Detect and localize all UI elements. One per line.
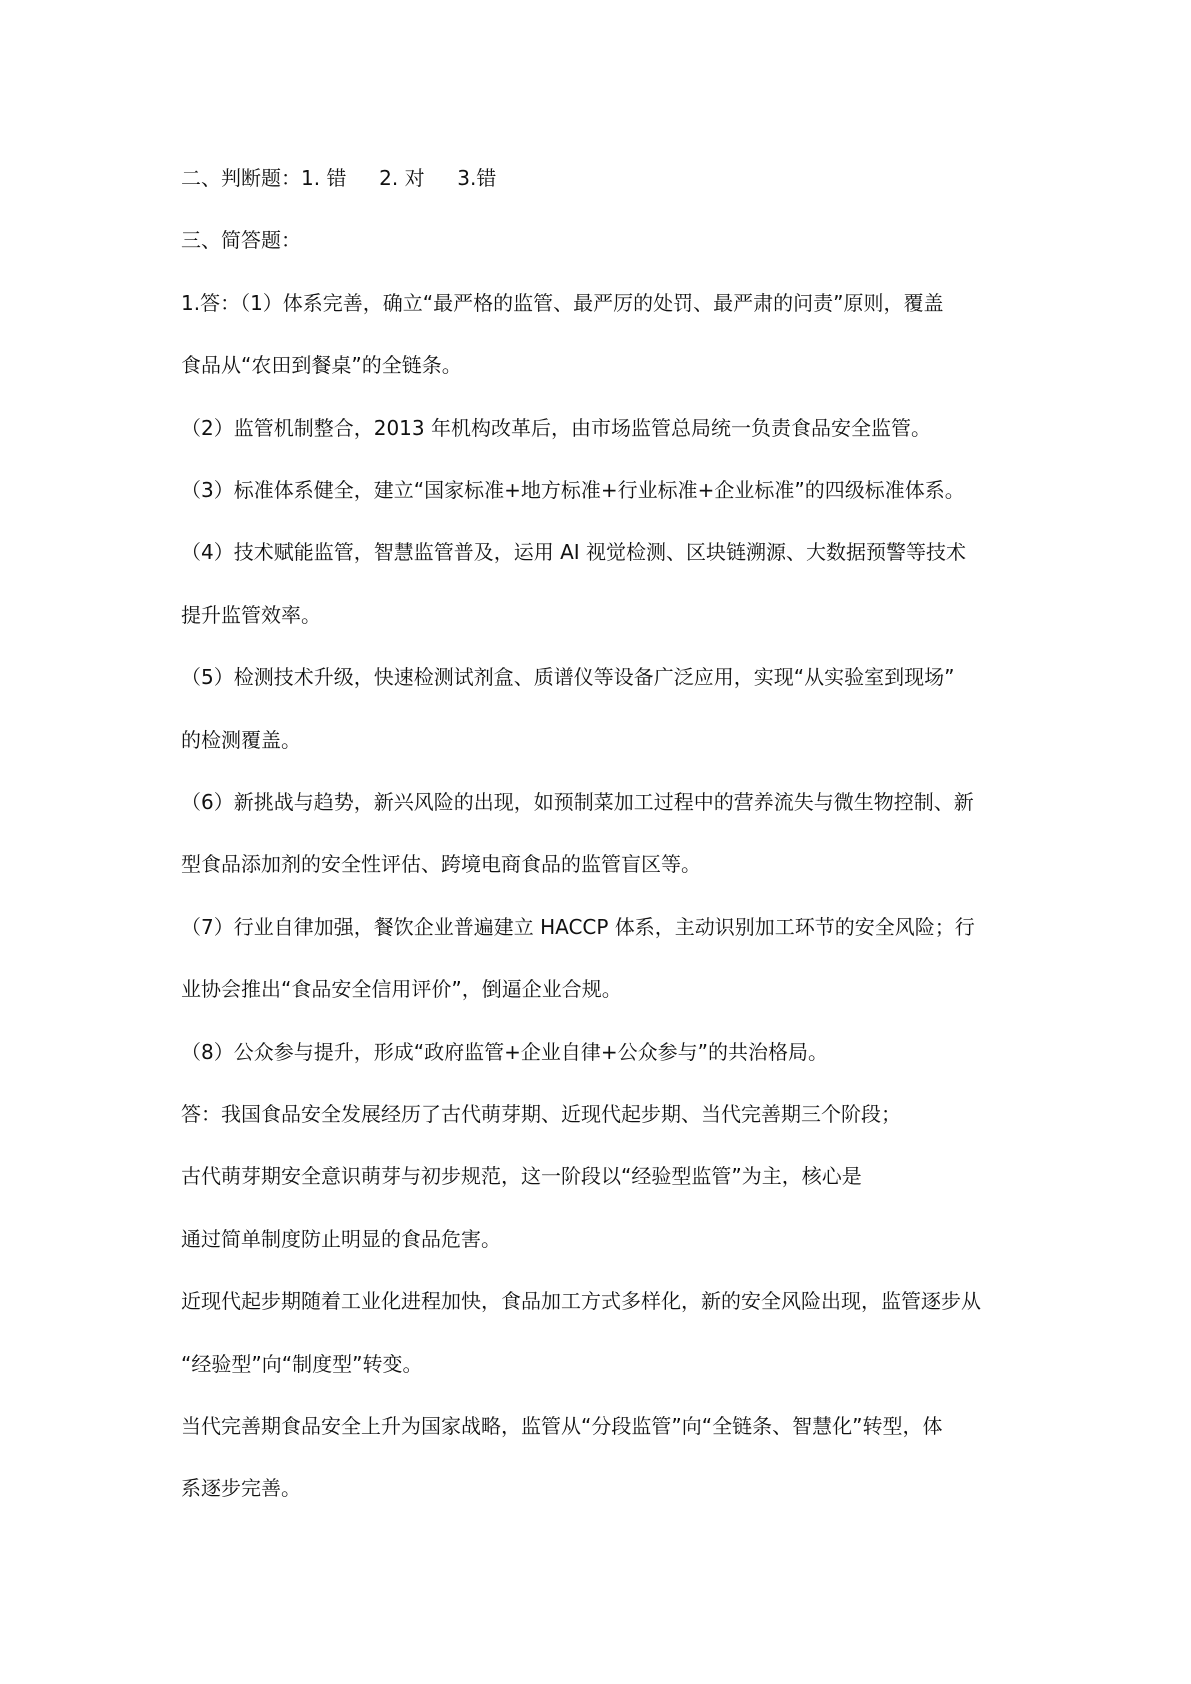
- answer1-line: 型食品添加剂的安全性评估、跨境电商食品的监管盲区等。: [181, 852, 701, 876]
- answer1-line: （4）技术赋能监管，智慧监管普及，运用 AI 视觉检测、区块链溯源、大数据预警等技术: [181, 540, 967, 564]
- short-answer-heading: 三、简答题：: [181, 228, 301, 252]
- answer2-line: 答：我国食品安全发展经历了古代萌芽期、近现代起步期、当代完善期三个阶段；: [181, 1102, 901, 1126]
- answer2-line: 通过简单制度防止明显的食品危害。: [181, 1227, 501, 1251]
- answer1-line: 食品从“农田到餐桌”的全链条。: [181, 353, 462, 377]
- answer2-line: “经验型”向“制度型”转变。: [181, 1352, 423, 1376]
- answer1-line: 提升监管效率。: [181, 603, 321, 627]
- answer2-line: 当代完善期食品安全上升为国家战略，监管从“分段监管”向“全链条、智慧化”转型，体: [181, 1414, 943, 1438]
- answer2-line: 系逐步完善。: [181, 1476, 301, 1500]
- answer1-line: （8）公众参与提升，形成“政府监管+企业自律+公众参与”的共治格局。: [181, 1040, 828, 1064]
- judgement-answers: 二、判断题：1. 错 2. 对 3.错: [181, 166, 497, 190]
- answer1-line: （5）检测技术升级，快速检测试剂盒、质谱仪等设备广泛应用，实现“从实验室到现场”: [181, 665, 955, 689]
- answer2-line: 近现代起步期随着工业化进程加快，食品加工方式多样化，新的安全风险出现，监管逐步从: [181, 1289, 981, 1313]
- answer1-line: 的检测覆盖。: [181, 728, 301, 752]
- answer1-line: （6）新挑战与趋势，新兴风险的出现，如预制菜加工过程中的营养流失与微生物控制、新: [181, 790, 974, 814]
- answer1-line: 业协会推出“食品安全信用评价”，倒逼企业合规。: [181, 977, 622, 1001]
- answer1-line: （2）监管机制整合，2013 年机构改革后，由市场监管总局统一负责食品安全监管。: [181, 416, 931, 440]
- answer1-line: 1.答：（1）体系完善，确立“最严格的监管、最严厉的处罚、最严肃的问责”原则，覆盖: [181, 291, 944, 315]
- answer1-line: （7）行业自律加强，餐饮企业普遍建立 HACCP 体系，主动识别加工环节的安全风险；行: [181, 915, 975, 939]
- answer1-line: （3）标准体系健全，建立“国家标准+地方标准+行业标准+企业标准”的四级标准体系。: [181, 478, 965, 502]
- answer2-line: 古代萌芽期安全意识萌芽与初步规范，这一阶段以“经验型监管”为主，核心是: [181, 1164, 862, 1188]
